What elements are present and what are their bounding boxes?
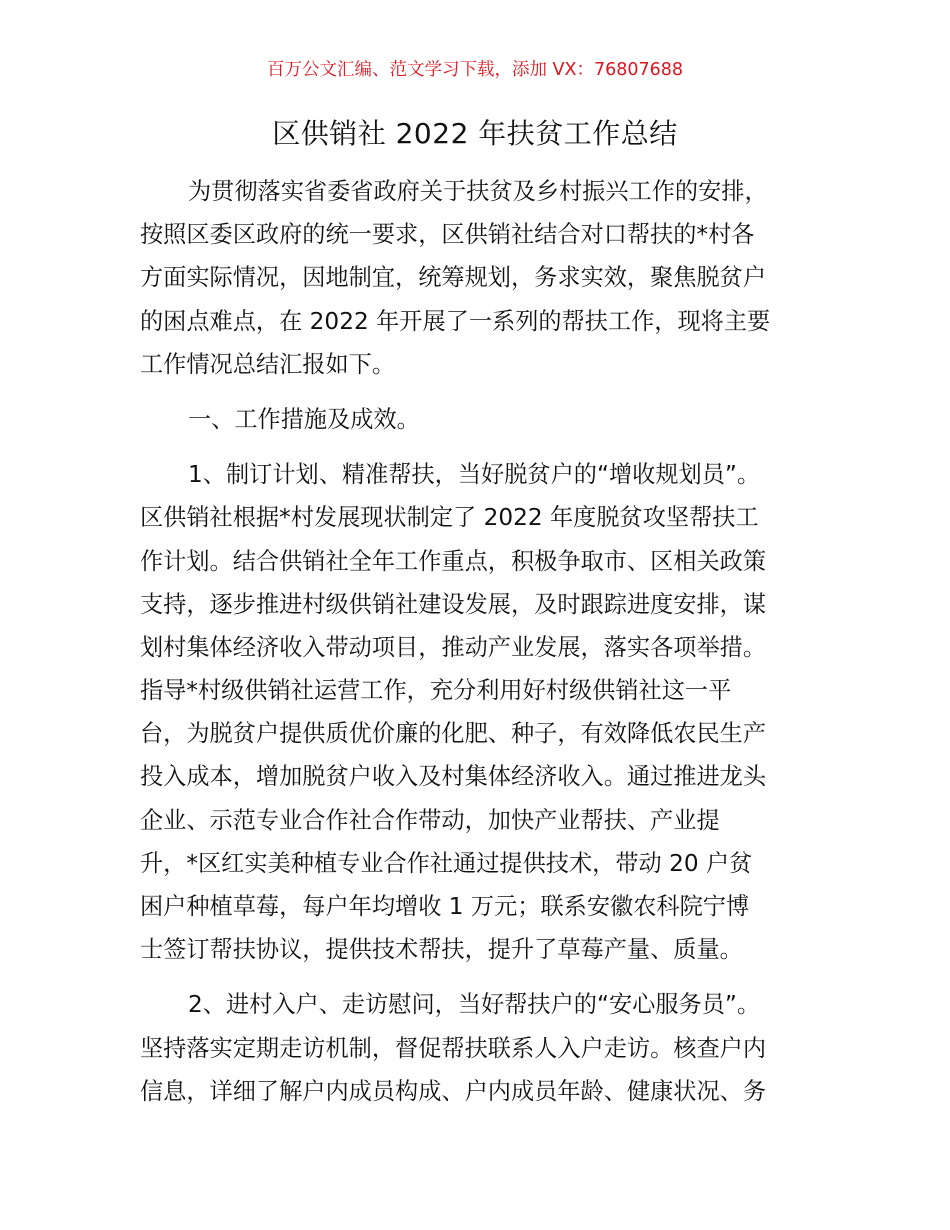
text-line: 支持，逐步推进村级供销社建设发展，及时跟踪进度安排，谋: [140, 590, 767, 618]
text-line: 企业、示范专业合作社合作带动，加快产业帮扶、产业提: [140, 806, 720, 834]
text-line: 作计划。结合供销社全年工作重点，积极争取市、区相关政策: [140, 547, 767, 575]
text-line: 升，*区红实美种植专业合作社通过提供技术，带动 20 户贫: [140, 849, 753, 877]
text-line: 方面实际情况，因地制宜，统筹规划，务求实效，聚焦脱贫户: [140, 264, 767, 292]
paragraph-item-1: [140, 453, 812, 971]
text-line: 2、进村入户、走访慰问，当好帮扶户的“安心服务员”。: [188, 991, 761, 1019]
text-line: 指导*村级供销社运营工作，充分利用好村级供销社这一平: [140, 677, 732, 705]
watermark-header: 百万公文汇编、范文学习下载，添加 VX：76807688: [266, 60, 684, 80]
text-line: 工作情况总结汇报如下。: [140, 350, 396, 378]
text-line: 信息，详细了解户内成员构成、户内成员年龄、健康状况、务: [140, 1077, 767, 1105]
text-line: 困户种植草莓，每户年均增收 1 万元；联系安徽农科院宁博: [140, 893, 750, 920]
document-body: [140, 170, 812, 1113]
text-line: 士签订帮扶协议，提供技术帮扶，提升了草莓产量、质量。: [140, 936, 743, 964]
text-line: 1、制订计划、精准帮扶，当好脱贫户的“增收规划员”。: [188, 461, 761, 489]
document-title: 区供销社 2022 年扶贫工作总结: [272, 117, 678, 150]
section-heading: [140, 398, 812, 441]
text-line: 台，为脱贫户提供质优价廉的化肥、种子，有效降低农民生产: [140, 720, 767, 748]
section-heading-text: 一、工作措施及成效。: [188, 405, 420, 433]
text-line: 的困点难点，在 2022 年开展了一系列的帮扶工作，现将主要: [140, 307, 771, 335]
text-line: 坚持落实定期走访机制，督促帮扶联系人入户走访。核查户内: [140, 1034, 767, 1062]
text-line: 投入成本，增加脱贫户收入及村集体经济收入。通过推进龙头: [140, 763, 767, 791]
text-line: 区供销社根据*村发展现状制定了 2022 年度脱贫攻坚帮扶工: [140, 504, 759, 532]
paragraph-intro: [140, 170, 812, 386]
paragraph-gap: [140, 386, 812, 398]
text-line: 为贯彻落实省委省政府关于扶贫及乡村振兴工作的安排，: [188, 178, 768, 205]
text-line: 划村集体经济收入带动项目，推动产业发展，落实各项举措。: [140, 633, 767, 661]
paragraph-gap: [140, 971, 812, 983]
paragraph-gap: [140, 441, 812, 453]
paragraph-item-2: [140, 983, 812, 1113]
text-line: 按照区委区政府的统一要求，区供销社结合对口帮扶的*村各: [140, 221, 755, 249]
